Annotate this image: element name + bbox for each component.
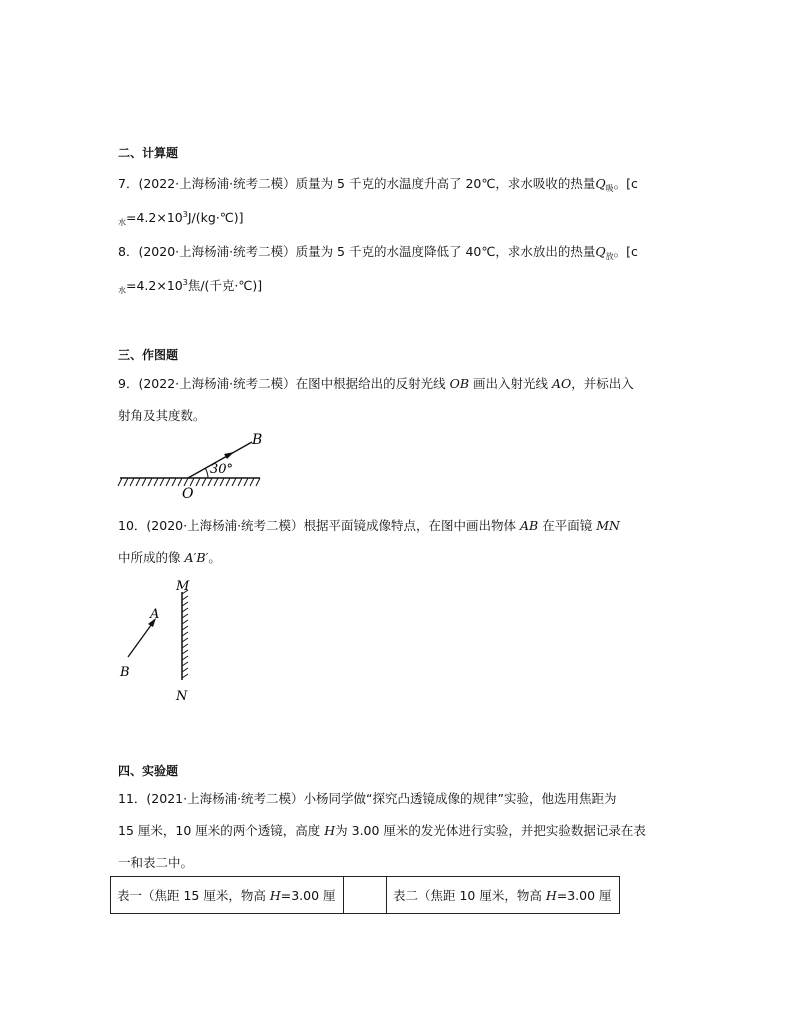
point-label-b: B bbox=[252, 432, 263, 448]
question-7 bbox=[118, 168, 698, 236]
q10-mirror-mn: MN bbox=[596, 518, 620, 533]
q9-text-mid: 画出入射光线 bbox=[473, 376, 549, 391]
q9-text-end: ，并标出入 bbox=[571, 376, 634, 391]
q11-text-line2a: 15 厘米，10 厘米的两个透镜，高度 bbox=[118, 823, 321, 838]
q11-text-line3: 一和表二中。 bbox=[118, 855, 194, 870]
q8-text-end: 。[c bbox=[613, 244, 638, 259]
q8-exponent: 3 bbox=[182, 278, 188, 287]
mirror-hatching bbox=[182, 590, 188, 678]
angle-label: 30° bbox=[210, 462, 234, 477]
q7-c-subscript: 水 bbox=[118, 218, 126, 227]
question-8 bbox=[118, 236, 698, 304]
ray-arrowhead bbox=[224, 452, 234, 459]
q10-image-ab: A′B′ bbox=[184, 550, 209, 565]
table-gap-cell bbox=[344, 877, 387, 914]
question-11 bbox=[118, 783, 698, 879]
mirror-hatching bbox=[118, 478, 260, 486]
q7-value: =4.2×10 bbox=[126, 210, 183, 225]
point-label-o: O bbox=[182, 486, 194, 502]
data-tables-header bbox=[110, 876, 620, 914]
mirror-label-n: N bbox=[176, 689, 188, 704]
q8-c-subscript: 水 bbox=[118, 286, 126, 295]
q9-reflection-figure bbox=[110, 428, 270, 504]
q7-text: 7．(2022·上海杨浦·统考二模）质量为 5 千克的水温度升高了 20℃，求水吸收的热量 bbox=[118, 176, 596, 191]
section-heading-calc: 二、计算题 bbox=[118, 146, 179, 160]
q9-ray-ob: OB bbox=[449, 376, 470, 391]
q9-ray-ao: AO bbox=[552, 376, 572, 391]
q9-text-line2: 射角及其度数。 bbox=[118, 408, 206, 423]
q11-text-line1: 11．(2021·上海杨浦·统考二模）小杨同学做“探究凸透镜成像的规律”实验，他选用焦距为 bbox=[118, 791, 617, 806]
section-heading-drawing: 三、作图题 bbox=[118, 348, 179, 362]
question-9 bbox=[118, 368, 698, 432]
q7-q-subscript: 吸 bbox=[605, 184, 614, 193]
q8-value: =4.2×10 bbox=[126, 278, 183, 293]
angle-arc bbox=[205, 468, 208, 478]
table1-caption: 表一（焦距 15 厘米，物高 H=3.00 厘 bbox=[111, 877, 344, 914]
q8-q-subscript: 放 bbox=[605, 252, 614, 261]
q10-mirror-figure bbox=[110, 578, 210, 704]
object-ab-arrow bbox=[128, 621, 154, 657]
q10-text-line2: 中所成的像 bbox=[118, 550, 181, 565]
q10-text-mid: 在平面镜 bbox=[542, 518, 593, 533]
q7-unit: J/(kg·℃)] bbox=[187, 210, 244, 225]
q11-text-line2b: 为 3.00 厘米的发光体进行实验，并把实验数据记录在表 bbox=[335, 823, 646, 838]
q10-text-end: 。 bbox=[208, 550, 221, 565]
q7-text-end: 。[c bbox=[613, 176, 638, 191]
q10-text: 10．(2020·上海杨浦·统考二模）根据平面镜成像特点，在图中画出物体 bbox=[118, 518, 517, 533]
q9-text: 9．(2022·上海杨浦·统考二模）在图中根据给出的反射光线 bbox=[118, 376, 446, 391]
q8-unit: 焦/(千克·℃)] bbox=[187, 278, 263, 293]
table2-caption: 表二（焦距 10 厘米，物高 H=3.00 厘 bbox=[387, 877, 620, 914]
q11-height-symbol: H bbox=[324, 823, 336, 838]
mirror-label-m: M bbox=[176, 579, 190, 594]
section-heading-experiment: 四、实验题 bbox=[118, 764, 179, 778]
question-10 bbox=[118, 510, 698, 574]
q8-q-symbol: Q bbox=[595, 244, 606, 259]
q7-q-symbol: Q bbox=[595, 176, 606, 191]
point-label-b: B bbox=[120, 665, 130, 680]
q8-text: 8．(2020·上海杨浦·统考二模）质量为 5 千克的水温度降低了 40℃，求水放出的热量 bbox=[118, 244, 596, 259]
q7-exponent: 3 bbox=[182, 210, 188, 219]
point-label-a: A bbox=[150, 607, 160, 622]
q10-object-ab: AB bbox=[520, 518, 539, 533]
